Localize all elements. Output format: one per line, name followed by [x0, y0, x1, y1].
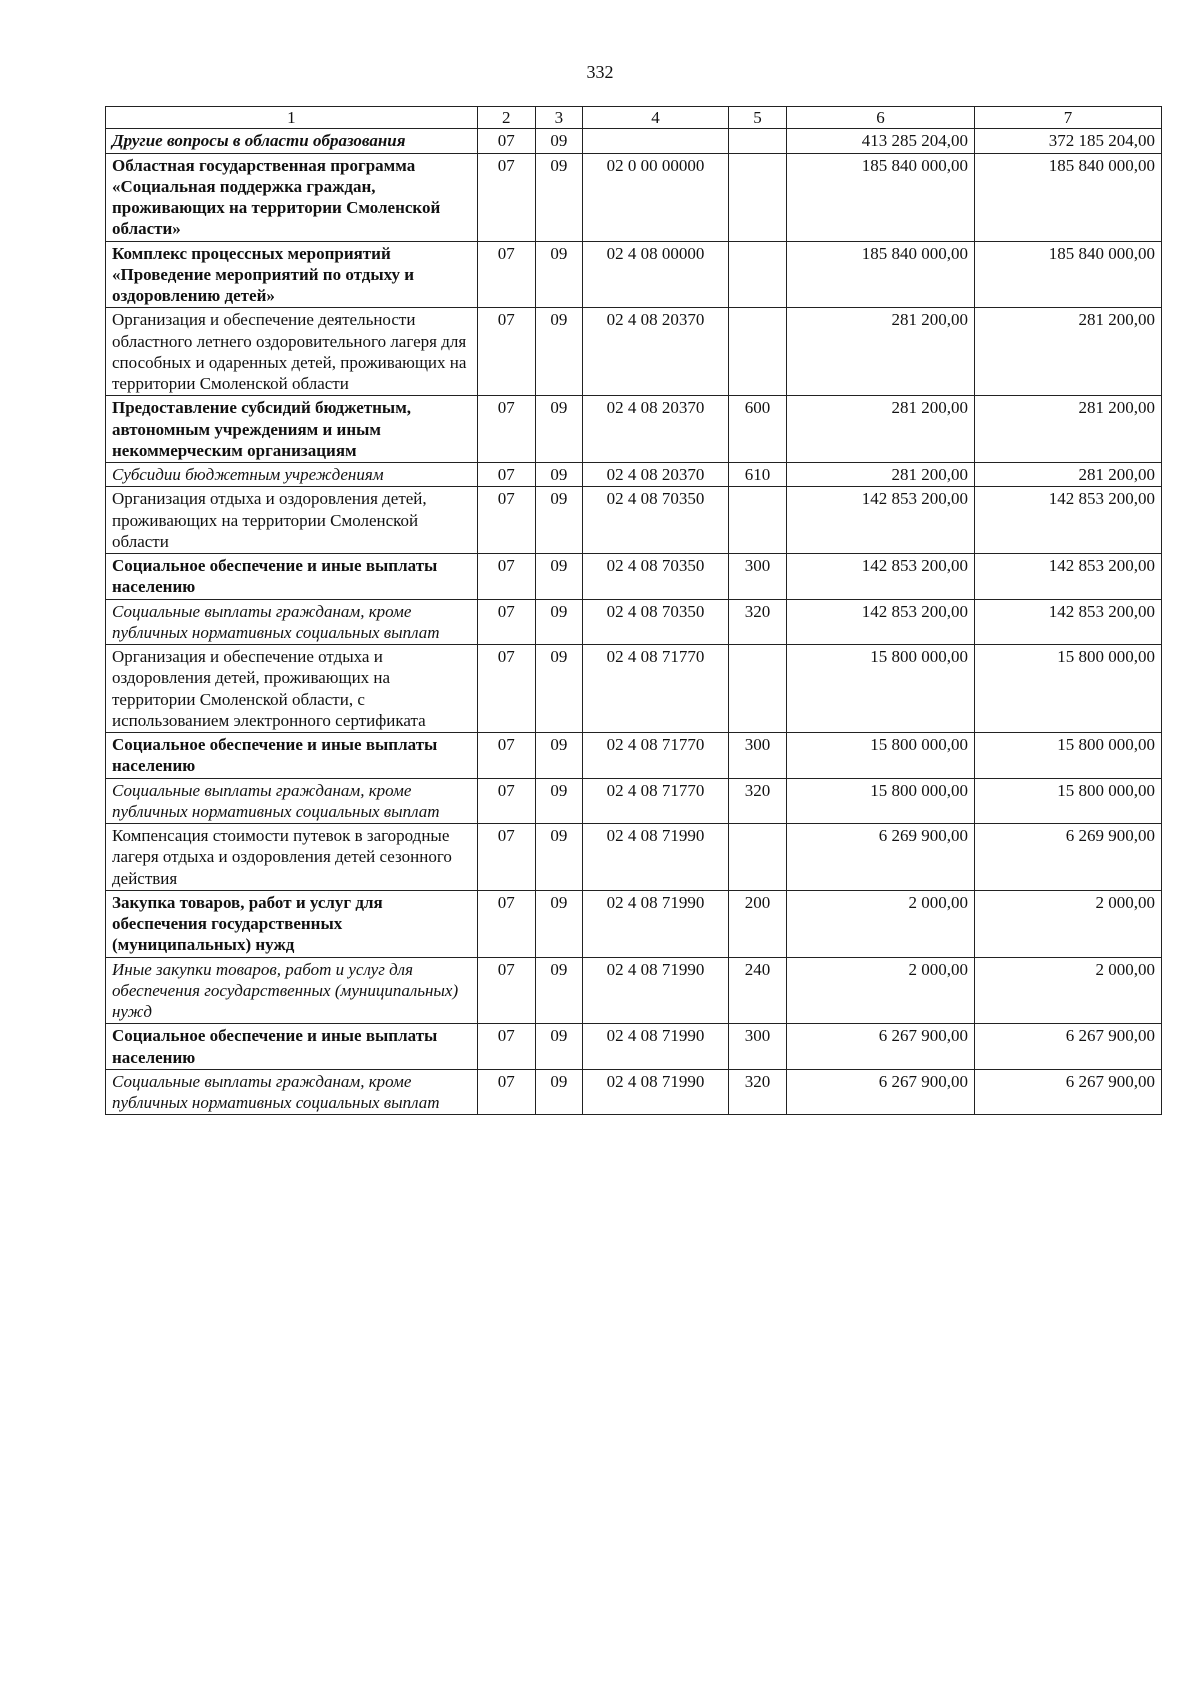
- row-name-cell: Социальные выплаты гражданам, кроме публичных нормативных социальных выплат: [106, 1069, 478, 1115]
- row-expense-type-cell: [729, 241, 787, 308]
- row-target-article-cell: [582, 129, 728, 153]
- row-target-article-cell: 02 4 08 71990: [582, 1069, 728, 1115]
- header-cell: 3: [535, 107, 582, 129]
- row-subsection-cell: 09: [535, 1024, 582, 1070]
- row-subsection-cell: 09: [535, 554, 582, 600]
- row-target-article-cell: 02 4 08 00000: [582, 241, 728, 308]
- row-section-cell: 07: [477, 1069, 535, 1115]
- row-amount-2-cell: 6 267 900,00: [975, 1024, 1162, 1070]
- row-name-cell: Иные закупки товаров, работ и услуг для обеспечения государственных (муниципальных) нужд: [106, 957, 478, 1024]
- row-target-article-cell: 02 4 08 20370: [582, 308, 728, 396]
- row-name-cell: Компенсация стоимости путевок в загородные лагеря отдыха и оздоровления детей сезонного действия: [106, 824, 478, 891]
- row-name-cell: Предоставление субсидий бюджетным, автономным учреждениям и иным некоммерческим организациям: [106, 396, 478, 463]
- table-row: [106, 241, 1162, 308]
- row-section-cell: 07: [477, 733, 535, 779]
- row-expense-type-cell: [729, 487, 787, 554]
- row-name-cell: Другие вопросы в области образования: [106, 129, 478, 153]
- row-target-article-cell: 02 4 08 71990: [582, 957, 728, 1024]
- row-section-cell: 07: [477, 308, 535, 396]
- row-subsection-cell: 09: [535, 824, 582, 891]
- row-amount-2-cell: 15 800 000,00: [975, 733, 1162, 779]
- row-subsection-cell: 09: [535, 1069, 582, 1115]
- row-expense-type-cell: 200: [729, 890, 787, 957]
- row-target-article-cell: 02 4 08 20370: [582, 463, 728, 487]
- table-row: [106, 733, 1162, 779]
- table-row: [106, 396, 1162, 463]
- row-amount-2-cell: 142 853 200,00: [975, 599, 1162, 645]
- row-subsection-cell: 09: [535, 396, 582, 463]
- row-amount-1-cell: 142 853 200,00: [787, 554, 975, 600]
- row-section-cell: 07: [477, 241, 535, 308]
- table-row: [106, 645, 1162, 733]
- table-row: [106, 308, 1162, 396]
- row-amount-1-cell: 413 285 204,00: [787, 129, 975, 153]
- row-amount-2-cell: 2 000,00: [975, 890, 1162, 957]
- row-target-article-cell: 02 4 08 70350: [582, 599, 728, 645]
- row-amount-1-cell: 142 853 200,00: [787, 599, 975, 645]
- row-subsection-cell: 09: [535, 778, 582, 824]
- row-expense-type-cell: [729, 308, 787, 396]
- header-cell: 4: [582, 107, 728, 129]
- row-amount-2-cell: 142 853 200,00: [975, 554, 1162, 600]
- row-target-article-cell: 02 4 08 71990: [582, 1024, 728, 1070]
- header-cell: 2: [477, 107, 535, 129]
- table-row: [106, 778, 1162, 824]
- row-subsection-cell: 09: [535, 890, 582, 957]
- row-amount-1-cell: 185 840 000,00: [787, 241, 975, 308]
- row-subsection-cell: 09: [535, 599, 582, 645]
- row-amount-1-cell: 6 267 900,00: [787, 1069, 975, 1115]
- row-section-cell: 07: [477, 824, 535, 891]
- header-cell: 5: [729, 107, 787, 129]
- row-amount-1-cell: 6 269 900,00: [787, 824, 975, 891]
- row-expense-type-cell: 600: [729, 396, 787, 463]
- row-expense-type-cell: 300: [729, 554, 787, 600]
- row-subsection-cell: 09: [535, 645, 582, 733]
- row-target-article-cell: 02 4 08 71770: [582, 733, 728, 779]
- row-target-article-cell: 02 4 08 70350: [582, 487, 728, 554]
- row-expense-type-cell: 240: [729, 957, 787, 1024]
- row-subsection-cell: 09: [535, 308, 582, 396]
- table-row: [106, 599, 1162, 645]
- row-amount-2-cell: 281 200,00: [975, 308, 1162, 396]
- row-section-cell: 07: [477, 957, 535, 1024]
- table-row: [106, 957, 1162, 1024]
- row-expense-type-cell: 320: [729, 1069, 787, 1115]
- row-amount-1-cell: 281 200,00: [787, 463, 975, 487]
- row-target-article-cell: 02 4 08 71990: [582, 824, 728, 891]
- row-name-cell: Закупка товаров, работ и услуг для обеспечения государственных (муниципальных) нужд: [106, 890, 478, 957]
- header-cell: 6: [787, 107, 975, 129]
- row-amount-1-cell: 185 840 000,00: [787, 153, 975, 241]
- row-amount-2-cell: 2 000,00: [975, 957, 1162, 1024]
- row-subsection-cell: 09: [535, 487, 582, 554]
- row-expense-type-cell: [729, 129, 787, 153]
- table-row: [106, 824, 1162, 891]
- row-amount-2-cell: 185 840 000,00: [975, 153, 1162, 241]
- row-amount-1-cell: 15 800 000,00: [787, 778, 975, 824]
- row-section-cell: 07: [477, 554, 535, 600]
- row-name-cell: Комплекс процессных мероприятий «Проведение мероприятий по отдыху и оздоровлению детей»: [106, 241, 478, 308]
- row-expense-type-cell: 320: [729, 778, 787, 824]
- row-name-cell: Социальные выплаты гражданам, кроме публичных нормативных социальных выплат: [106, 599, 478, 645]
- row-expense-type-cell: [729, 153, 787, 241]
- row-amount-1-cell: 2 000,00: [787, 890, 975, 957]
- row-section-cell: 07: [477, 778, 535, 824]
- row-target-article-cell: 02 4 08 20370: [582, 396, 728, 463]
- page-number: 332: [586, 62, 614, 82]
- row-expense-type-cell: [729, 645, 787, 733]
- row-target-article-cell: 02 4 08 71770: [582, 645, 728, 733]
- row-section-cell: 07: [477, 487, 535, 554]
- row-section-cell: 07: [477, 129, 535, 153]
- row-amount-2-cell: 281 200,00: [975, 396, 1162, 463]
- row-name-cell: Организация и обеспечение деятельности областного летнего оздоровительного лагеря для способных и одаренных детей, проживающих на территории Смоленской области: [106, 308, 478, 396]
- row-amount-2-cell: 6 269 900,00: [975, 824, 1162, 891]
- header-cell: 1: [106, 107, 478, 129]
- row-subsection-cell: 09: [535, 957, 582, 1024]
- table-header-row: [106, 107, 1162, 129]
- row-amount-1-cell: 15 800 000,00: [787, 645, 975, 733]
- row-expense-type-cell: 320: [729, 599, 787, 645]
- row-target-article-cell: 02 4 08 70350: [582, 554, 728, 600]
- row-target-article-cell: 02 4 08 71990: [582, 890, 728, 957]
- row-expense-type-cell: [729, 824, 787, 891]
- row-target-article-cell: 02 4 08 71770: [582, 778, 728, 824]
- row-target-article-cell: 02 0 00 00000: [582, 153, 728, 241]
- table-row: [106, 487, 1162, 554]
- row-name-cell: Субсидии бюджетным учреждениям: [106, 463, 478, 487]
- row-amount-2-cell: 6 267 900,00: [975, 1069, 1162, 1115]
- row-section-cell: 07: [477, 1024, 535, 1070]
- row-name-cell: Организация и обеспечение отдыха и оздоровления детей, проживающих на территории Смоленской области, с использованием электронного сертификата: [106, 645, 478, 733]
- row-amount-1-cell: 6 267 900,00: [787, 1024, 975, 1070]
- row-name-cell: Социальное обеспечение и иные выплаты населению: [106, 1024, 478, 1070]
- row-amount-2-cell: 185 840 000,00: [975, 241, 1162, 308]
- row-expense-type-cell: 610: [729, 463, 787, 487]
- row-amount-2-cell: 15 800 000,00: [975, 645, 1162, 733]
- table-row: [106, 129, 1162, 153]
- table-row: [106, 1024, 1162, 1070]
- row-amount-1-cell: 142 853 200,00: [787, 487, 975, 554]
- row-amount-1-cell: 281 200,00: [787, 308, 975, 396]
- row-amount-2-cell: 281 200,00: [975, 463, 1162, 487]
- row-amount-1-cell: 2 000,00: [787, 957, 975, 1024]
- row-subsection-cell: 09: [535, 153, 582, 241]
- table-row: [106, 1069, 1162, 1115]
- row-amount-2-cell: 142 853 200,00: [975, 487, 1162, 554]
- row-expense-type-cell: 300: [729, 1024, 787, 1070]
- header-cell: 7: [975, 107, 1162, 129]
- row-amount-2-cell: 372 185 204,00: [975, 129, 1162, 153]
- row-name-cell: Областная государственная программа «Социальная поддержка граждан, проживающих на территории Смоленской области»: [106, 153, 478, 241]
- row-section-cell: 07: [477, 396, 535, 463]
- row-amount-2-cell: 15 800 000,00: [975, 778, 1162, 824]
- row-amount-1-cell: 15 800 000,00: [787, 733, 975, 779]
- row-name-cell: Организация отдыха и оздоровления детей, проживающих на территории Смоленской области: [106, 487, 478, 554]
- row-section-cell: 07: [477, 463, 535, 487]
- row-name-cell: Социальное обеспечение и иные выплаты населению: [106, 554, 478, 600]
- row-name-cell: Социальное обеспечение и иные выплаты населению: [106, 733, 478, 779]
- row-amount-1-cell: 281 200,00: [787, 396, 975, 463]
- row-section-cell: 07: [477, 645, 535, 733]
- row-subsection-cell: 09: [535, 241, 582, 308]
- table-row: [106, 463, 1162, 487]
- row-expense-type-cell: 300: [729, 733, 787, 779]
- row-subsection-cell: 09: [535, 463, 582, 487]
- row-subsection-cell: 09: [535, 129, 582, 153]
- row-section-cell: 07: [477, 599, 535, 645]
- row-name-cell: Социальные выплаты гражданам, кроме публичных нормативных социальных выплат: [106, 778, 478, 824]
- table-row: [106, 890, 1162, 957]
- row-subsection-cell: 09: [535, 733, 582, 779]
- row-section-cell: 07: [477, 890, 535, 957]
- budget-table: [105, 106, 1162, 1115]
- row-section-cell: 07: [477, 153, 535, 241]
- table-row: [106, 153, 1162, 241]
- table-row: [106, 554, 1162, 600]
